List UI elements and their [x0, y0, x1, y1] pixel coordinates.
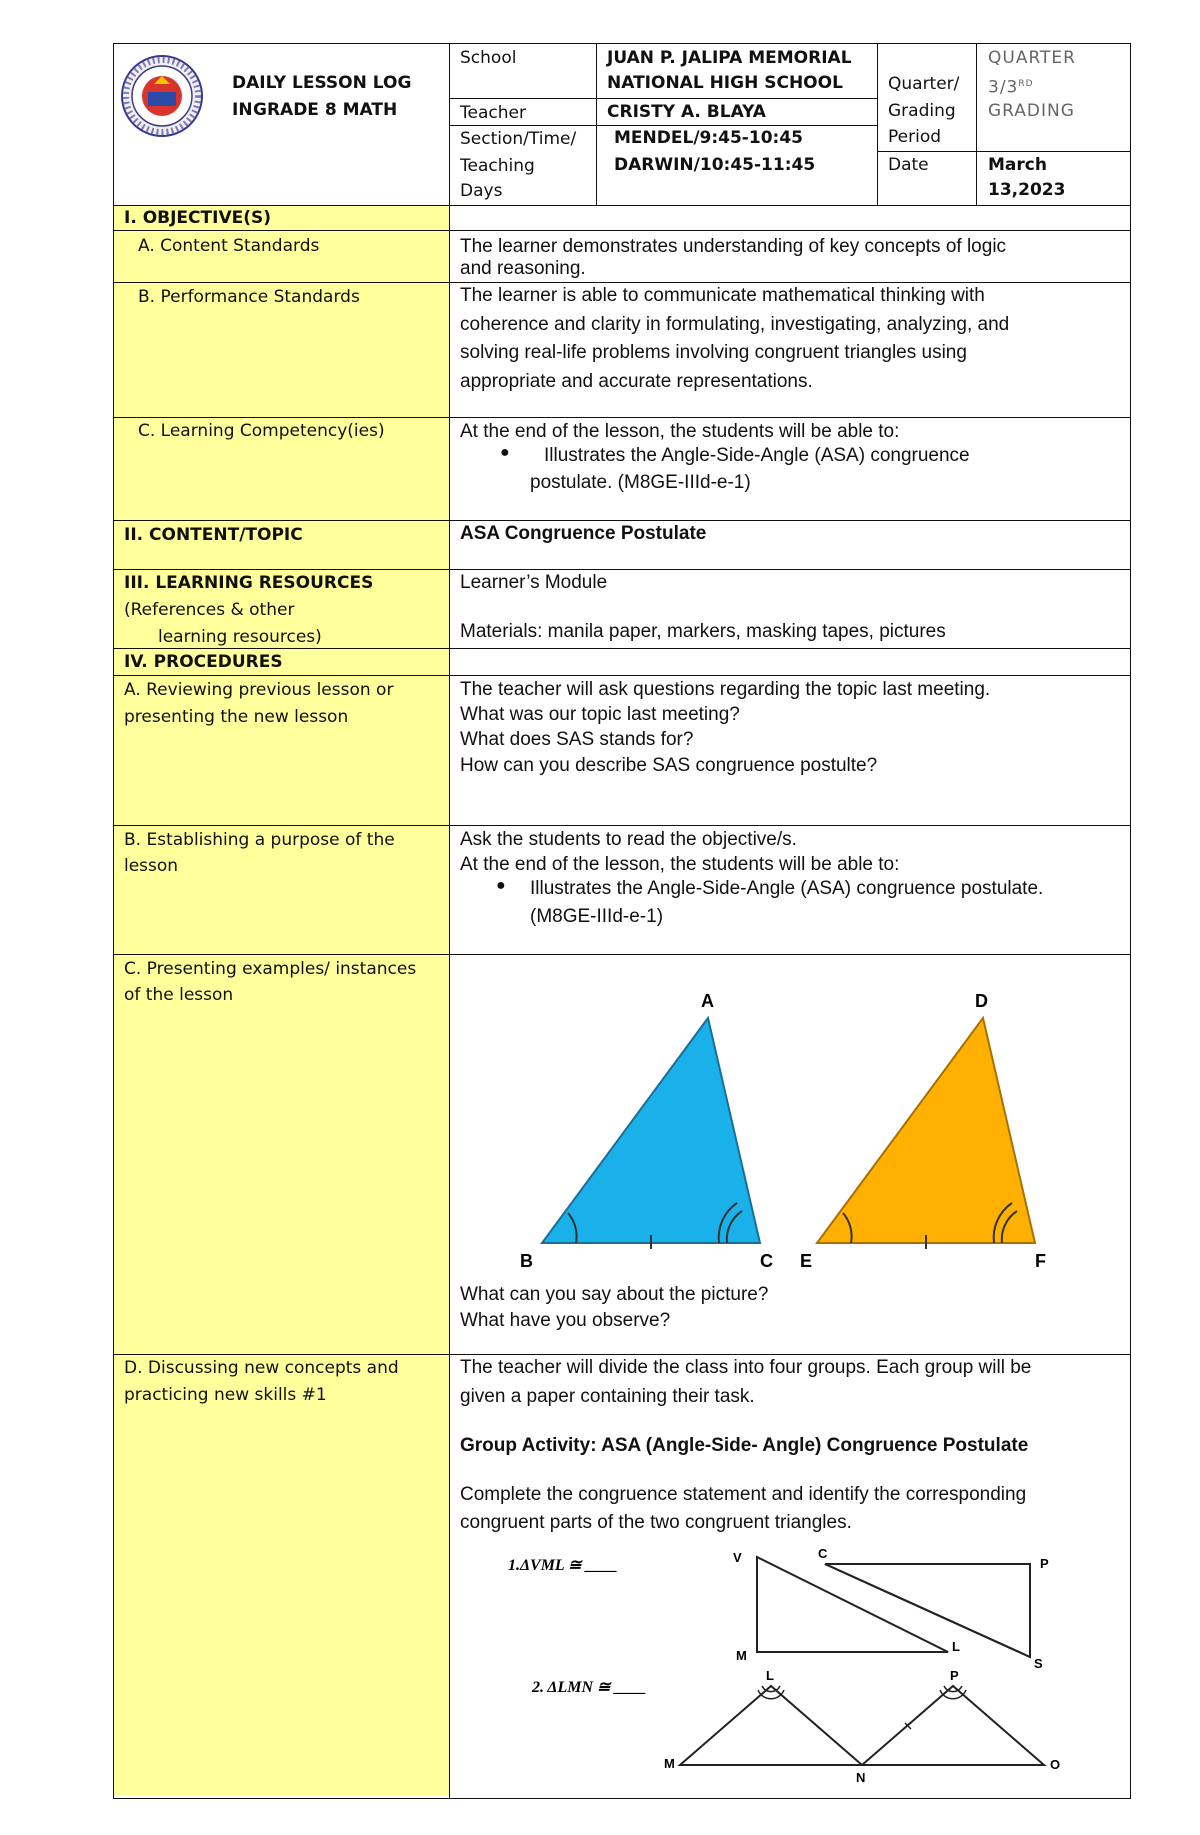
fig1-label-s: S [1034, 1656, 1043, 1671]
label-d: D [975, 991, 988, 1011]
label-e: E [800, 1251, 813, 1271]
deped-seal-logo [120, 54, 204, 138]
section-label-3: Days [460, 181, 503, 201]
competency-bullet-1: Illustrates the Angle-Side-Angle (ASA) congruence [544, 445, 970, 466]
asa-triangles-figure [520, 985, 1060, 1275]
teacher-label: Teacher [460, 103, 526, 123]
quarter-label-1: Quarter/ [888, 74, 960, 94]
date-value-2: 13,2023 [988, 180, 1066, 200]
procedure-d-line-1: The teacher will divide the class into four groups. Each group will be [460, 1357, 1032, 1378]
triangle-def [817, 1018, 1035, 1243]
resources-sub-1: (References & other [124, 600, 295, 620]
label-b: B [520, 1251, 533, 1271]
bullet-icon: ● [496, 877, 506, 894]
competency-bullet-2: postulate. (M8GE-IIId-e-1) [530, 472, 751, 493]
triangle-abc [542, 1018, 760, 1243]
section-label-1: Section/Time/ [460, 129, 577, 149]
section-label-2: Teaching [460, 156, 535, 176]
resources-heading: III. LEARNING RESOURCES [124, 573, 374, 593]
quarter-value-1: QUARTER [988, 48, 1076, 68]
teacher-value: CRISTY A. BLAYA [607, 102, 766, 122]
resources-value-2: Materials: manila paper, markers, masking tapes, pictures [460, 621, 946, 642]
label-c: C [760, 1251, 773, 1271]
section-value-1: MENDEL/9:45-10:45 [614, 128, 803, 148]
performance-line-4: appropriate and accurate representations. [460, 371, 813, 392]
procedure-b-line-1: Ask the students to read the objective/s. [460, 829, 797, 850]
fig1-label-c: C [818, 1546, 828, 1561]
content-standards-text-2: and reasoning. [460, 258, 586, 279]
label-f: F [1035, 1251, 1046, 1271]
resources-value-1: Learner’s Module [460, 572, 608, 593]
school-value-line-1: JUAN P. JALIPA MEMORIAL [607, 48, 852, 68]
school-value-line-2: NATIONAL HIGH SCHOOL [607, 73, 843, 93]
performance-line-2: coherence and clarity in formulating, investigating, analyzing, and [460, 314, 1010, 335]
procedure-c-label-2: of the lesson [124, 985, 234, 1005]
procedure-a-line-4: How can you describe SAS congruence postulte? [460, 755, 878, 776]
fig1-label-l: L [952, 1639, 960, 1654]
quarter-value-number: 3/3 [988, 77, 1019, 98]
fig2-label-l: L [766, 1668, 774, 1683]
fig1-label-p: P [1040, 1556, 1049, 1571]
congruence-worksheet-figure [500, 1540, 1080, 1785]
procedure-c-label-1: C. Presenting examples/ instances [124, 959, 417, 979]
title-line-1: DAILY LESSON LOG IN [232, 73, 412, 120]
performance-line-1: The learner is able to communicate mathematical thinking with [460, 285, 985, 306]
quarter-value-3: GRADING [988, 101, 1075, 121]
triangle-vml [757, 1557, 948, 1652]
content-value: ASA Congruence Postulate [460, 523, 707, 544]
worksheet-item-1: 1.ΔVML ≅ ____ [508, 1557, 618, 1574]
procedure-b-bullet-2: (M8GE-IIId-e-1) [530, 906, 664, 927]
date-value-1: March [988, 155, 1047, 175]
procedure-b-bullet-1: Illustrates the Angle-Side-Angle (ASA) congruence postulate. [530, 878, 1044, 899]
group-activity-title: Group Activity: ASA (Angle-Side- Angle) Congruence Postulate [460, 1435, 1029, 1456]
content-standards-label: A. Content Standards [138, 236, 320, 256]
fig1-label-m: M [736, 1648, 747, 1663]
procedure-b-label-2: lesson [124, 856, 179, 876]
procedure-d-line-2: given a paper containing their task. [460, 1386, 755, 1407]
procedures-heading: IV. PROCEDURES [124, 652, 283, 672]
fig2-label-o: O [1050, 1757, 1061, 1772]
triangle-pno [862, 1686, 1044, 1765]
procedure-c-question-2: What have you observe? [460, 1310, 671, 1331]
section-value-2: DARWIN/10:45-11:45 [614, 155, 816, 175]
content-standards-text-1: The learner demonstrates understanding of key concepts of logic [460, 236, 1007, 257]
title-line-2: GRADE 8 MATH [253, 100, 398, 120]
competency-intro: At the end of the lesson, the students will be able to: [460, 421, 900, 442]
fig1-label-v: V [733, 1550, 742, 1565]
objectives-heading: I. OBJECTIVE(S) [124, 208, 271, 228]
procedure-d-task-2: congruent parts of the two congruent triangles. [460, 1512, 852, 1533]
fig2-label-p: P [950, 1668, 959, 1683]
bullet-icon: ● [500, 444, 510, 461]
performance-standards-label: B. Performance Standards [138, 287, 360, 307]
quarter-value-sup: RD [1018, 79, 1034, 89]
quarter-label-3: Period [888, 127, 942, 147]
procedure-a-line-2: What was our topic last meeting? [460, 704, 740, 725]
performance-line-3: solving real-life problems involving congruent triangles using [460, 342, 967, 363]
worksheet-item-2: 2. ΔLMN ≅ ____ [532, 1679, 647, 1696]
procedure-d-label-2: practicing new skills #1 [124, 1385, 327, 1405]
procedure-a-label-1: A. Reviewing previous lesson or [124, 680, 394, 700]
fig2-label-n: N [856, 1770, 866, 1785]
date-label: Date [888, 155, 929, 175]
quarter-label-2: Grading [888, 101, 956, 121]
triangle-lmn [680, 1686, 862, 1765]
procedure-d-label-1: D. Discussing new concepts and [124, 1358, 399, 1378]
procedure-a-line-1: The teacher will ask questions regarding the topic last meeting. [460, 679, 991, 700]
left-column-bg [114, 230, 449, 1795]
procedure-d-task-1: Complete the congruence statement and identify the corresponding [460, 1484, 1027, 1505]
content-heading: II. CONTENT/TOPIC [124, 525, 303, 545]
label-a: A [701, 991, 714, 1011]
procedure-a-label-2: presenting the new lesson [124, 707, 349, 727]
procedure-b-label-1: B. Establishing a purpose of the [124, 830, 395, 850]
procedure-b-line-2: At the end of the lesson, the students will be able to: [460, 854, 900, 875]
school-label: School [460, 48, 517, 68]
competency-label: C. Learning Competency(ies) [138, 421, 385, 441]
procedure-a-line-3: What does SAS stands for? [460, 729, 694, 750]
fig2-label-m: M [664, 1756, 675, 1771]
procedure-c-question-1: What can you say about the picture? [460, 1284, 769, 1305]
resources-sub-2: learning resources) [158, 627, 322, 647]
